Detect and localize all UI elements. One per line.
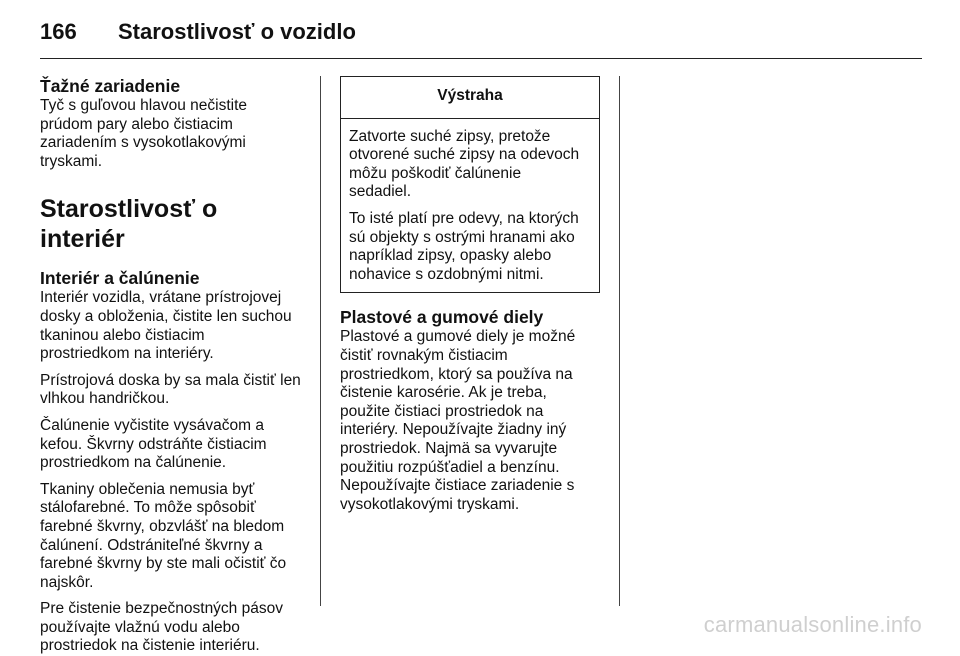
upholstery-heading: Interiér a čalúnenie bbox=[40, 268, 200, 289]
warning-paragraph-1: Zatvorte suché zipsy, pretože otvorené suché zipsy na odevoch môžu poškodiť čalúnenie sedadiel. bbox=[349, 127, 580, 201]
upholstery-paragraph-2: Prístrojová doska by sa mala čistiť len vlhkou handričkou. bbox=[40, 371, 301, 408]
upholstery-paragraph-5: Pre čistenie bezpečnostných pásov používajte vlažnú vodu alebo prostriedok na čistenie interiéru. bbox=[40, 600, 283, 655]
upholstery-paragraph-3: Čalúnenie vyčistite vysávačom a kefou. Škvrny odstráňte čistiacim prostriedkom na čalúnenie. bbox=[40, 416, 267, 472]
warning-box bbox=[340, 76, 600, 293]
upholstery-paragraph-1: Interiér vozidla, vrátane prístrojovej dosky a obloženia, čistite len suchou tkaninou alebo čistiacim prostriedkom na interiéry. bbox=[40, 289, 292, 363]
interior-section-heading: Starostlivosť o interiér bbox=[40, 195, 218, 254]
page-number: 166 bbox=[40, 19, 77, 44]
towbar-text: Tyč s guľovou hlavou nečistite prúdom pary alebo čistiacim zariadením s vysokotlakovými tryskami. bbox=[40, 97, 247, 170]
column-divider-right bbox=[619, 76, 620, 606]
middle-column bbox=[340, 76, 602, 514]
left-column bbox=[40, 76, 308, 656]
column-divider-left bbox=[320, 76, 321, 606]
upholstery-paragraph-4: Tkaniny oblečenia nemusia byť stálofarebné. To môže spôsobiť farebné škvrny, obzvlášť na bledom čalúnení. Odstrániteľné škvrny a farebné škvrny by ste mali očistiť čo najskôr. bbox=[40, 480, 287, 591]
towbar-heading: Ťažné zariadenie bbox=[40, 76, 181, 96]
watermark: carmanualsonline.info bbox=[703, 612, 922, 637]
plastic-rubber-text: Plastové a gumové diely je možné čistiť rovnakým čistiacim prostriedkom, ktorý sa používa na čistenie karosérie. Ak je treba, použite čistiaci prostriedok na interiéry. Nepoužívajte žiadny iný prostriedok. Najmä sa vyvarujte použitiu rozpúšťadiel a benzínu. Nepoužívajte čistiace zariadenie s vysokotlakovými tryskami. bbox=[340, 328, 576, 513]
header-rule bbox=[40, 58, 922, 59]
running-title: Starostlivosť o vozidlo bbox=[118, 19, 356, 44]
warning-body bbox=[341, 119, 599, 293]
warning-paragraph-2: To isté platí pre odevy, na ktorých sú objekty s ostrými hranami ako napríklad zipsy, opasky alebo nohavice s ozdobnými nitmi. bbox=[349, 209, 579, 283]
plastic-rubber-heading: Plastové a gumové diely bbox=[340, 307, 544, 328]
warning-title: Výstraha bbox=[341, 77, 599, 119]
